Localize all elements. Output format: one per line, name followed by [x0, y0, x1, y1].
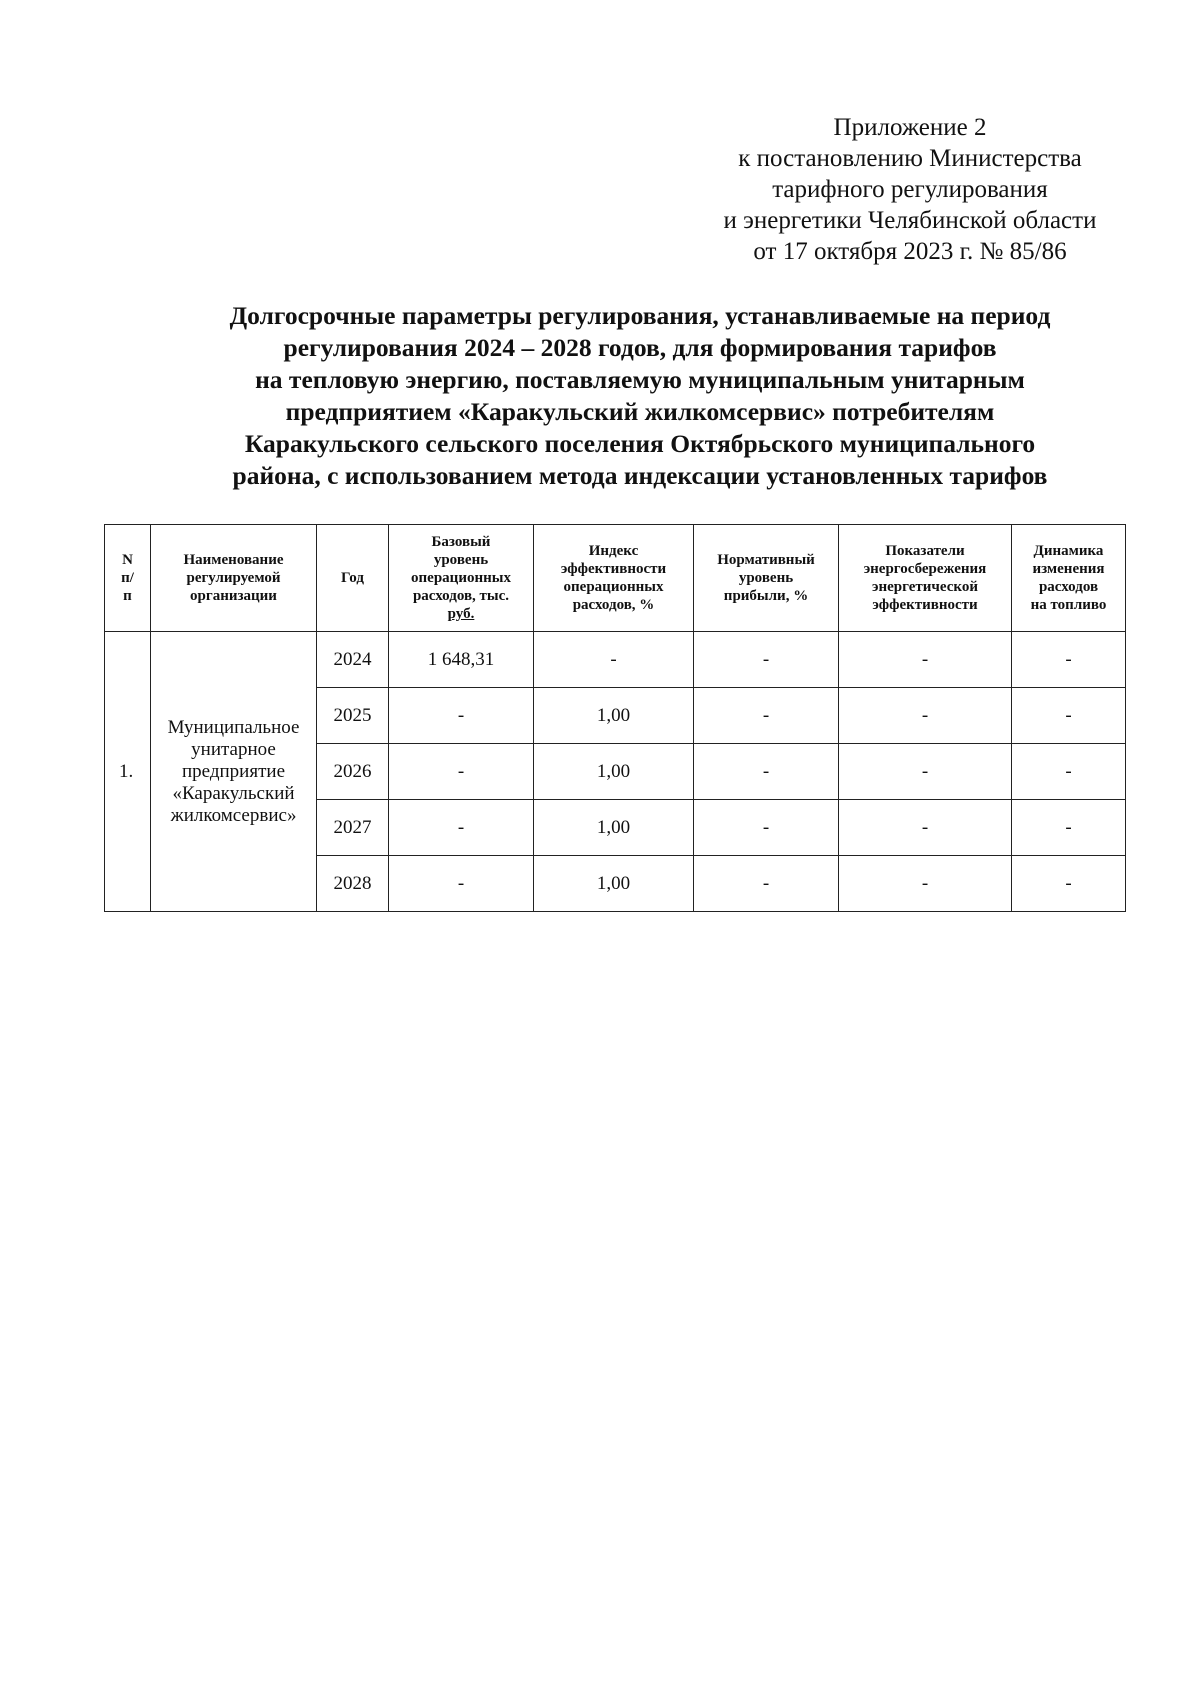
efficiency-index-cell: 1,00: [534, 800, 694, 856]
appendix-header: [600, 112, 1200, 267]
base-level-cell: -: [389, 856, 534, 912]
parameters-table: [104, 524, 1126, 912]
year-cell: 2027: [317, 800, 389, 856]
title-line: Каракульского сельского поселения Октябрьского муниципального: [244, 429, 1036, 458]
header-number: N п/ п: [105, 525, 151, 632]
year-cell: 2025: [317, 688, 389, 744]
efficiency-index-cell: 1,00: [534, 856, 694, 912]
profit-level-cell: -: [694, 688, 839, 744]
appendix-line: тарифного регулирования: [772, 176, 1048, 203]
base-level-cell: -: [389, 744, 534, 800]
appendix-line: и энергетики Челябинской области: [723, 207, 1097, 234]
header-profit-level: Нормативный уровень прибыли, %: [694, 525, 839, 632]
fuel-dynamics-cell: -: [1012, 744, 1126, 800]
base-level-cell: -: [389, 800, 534, 856]
fuel-dynamics-cell: -: [1012, 632, 1126, 688]
header-base-level: Базовый уровень операционных расходов, тыс. руб.: [389, 525, 534, 632]
efficiency-index-cell: 1,00: [534, 688, 694, 744]
appendix-line: от 17 октября 2023 г. № 85/86: [753, 238, 1067, 265]
year-cell: 2024: [317, 632, 389, 688]
document-title: [150, 300, 1130, 492]
base-level-cell: -: [389, 688, 534, 744]
title-line: регулирования 2024 – 2028 годов, для формирования тарифов: [283, 333, 997, 362]
profit-level-cell: -: [694, 632, 839, 688]
appendix-line: к постановлению Министерства: [738, 145, 1082, 172]
header-organization: Наименование регулируемой организации: [151, 525, 317, 632]
profit-level-cell: -: [694, 744, 839, 800]
row-number: 1.: [105, 632, 151, 912]
energy-saving-cell: -: [839, 688, 1012, 744]
table-row: [105, 632, 1126, 688]
energy-saving-cell: -: [839, 856, 1012, 912]
efficiency-index-cell: -: [534, 632, 694, 688]
profit-level-cell: -: [694, 800, 839, 856]
title-line: на тепловую энергию, поставляемую муниципальным унитарным: [255, 365, 1025, 394]
header-fuel-dynamics: Динамика изменения расходов на топливо: [1012, 525, 1126, 632]
header-energy-saving: Показатели энергосбережения энергетической эффективности: [839, 525, 1012, 632]
profit-level-cell: -: [694, 856, 839, 912]
title-line: Долгосрочные параметры регулирования, устанавливаемые на период: [229, 301, 1051, 330]
table-header-row: [105, 525, 1126, 632]
base-level-cell: 1 648,31: [389, 632, 534, 688]
fuel-dynamics-cell: -: [1012, 856, 1126, 912]
header-efficiency-index: Индекс эффективности операционных расходов, %: [534, 525, 694, 632]
title-line: предприятием «Каракульский жилкомсервис» потребителям: [285, 397, 995, 426]
title-line: района, с использованием метода индексации установленных тарифов: [232, 461, 1048, 490]
year-cell: 2028: [317, 856, 389, 912]
fuel-dynamics-cell: -: [1012, 800, 1126, 856]
fuel-dynamics-cell: -: [1012, 688, 1126, 744]
header-year: Год: [317, 525, 389, 632]
energy-saving-cell: -: [839, 800, 1012, 856]
year-cell: 2026: [317, 744, 389, 800]
organization-name: Муниципальное унитарное предприятие «Каракульский жилкомсервис»: [151, 632, 317, 912]
energy-saving-cell: -: [839, 632, 1012, 688]
efficiency-index-cell: 1,00: [534, 744, 694, 800]
appendix-line: Приложение 2: [833, 114, 987, 141]
energy-saving-cell: -: [839, 744, 1012, 800]
